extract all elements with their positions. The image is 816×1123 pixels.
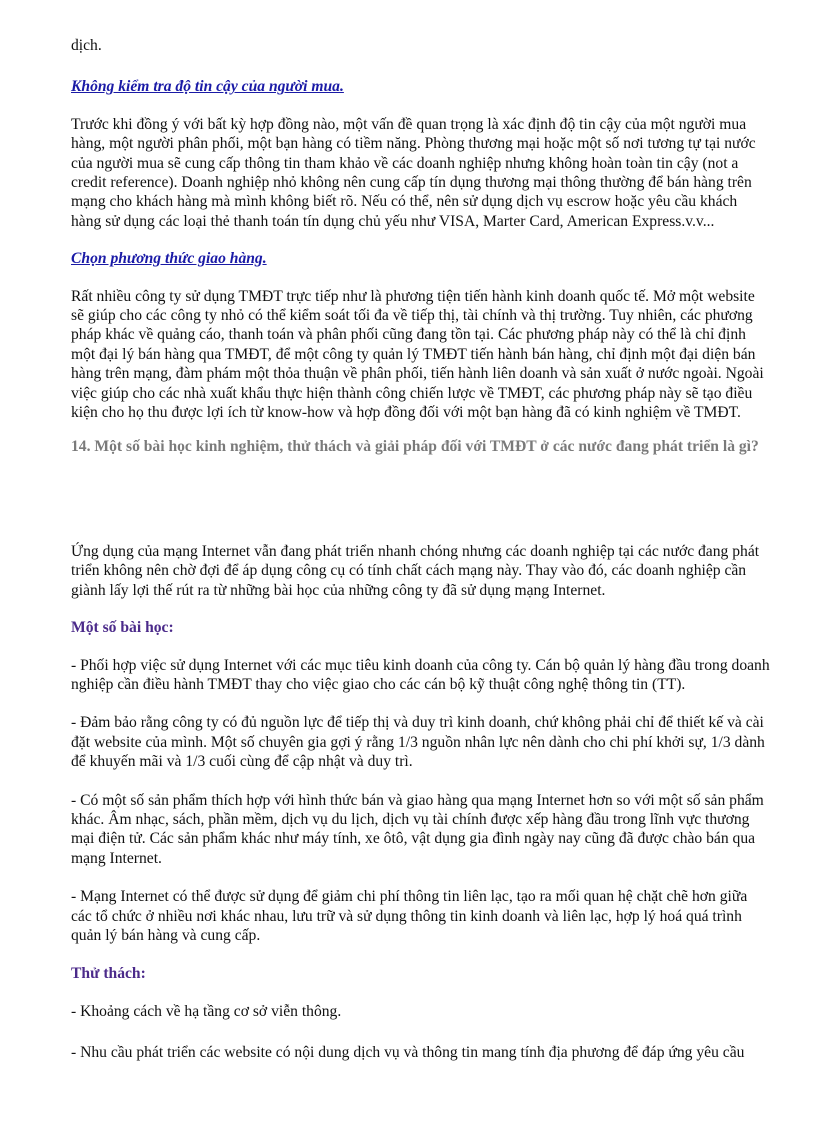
lesson-item: - Đảm bảo rằng công ty có đủ nguồn lực để tiếp thị và duy trì kinh doanh, chứ không phải chỉ để thiết kế và cài đặt website của mình. Một số chuyên gia gợi ý rằng 1/3 nguồn nhân lực nên dành cho chi phí khởi sự, 1/3 dành để khuyến mãi và 1/3 cuối cùng để cập nhật và duy trì. [71,714,765,771]
document-page [71,36,771,1082]
heading-lessons: Một số bài học: [71,619,174,637]
lesson-item: - Mạng Internet có thể được sử dụng để giảm chi phí thông tin liên lạc, tạo ra mối quan hệ chặt chẽ hơn giữa các tổ chức ở nhiều nơi khác nhau, lưu trữ và sử dụng thông tin kinh doanh và liên lạc, hợp lý hoá quá trình quản lý bán hàng và cung cấp. [71,888,748,944]
continued-text: dịch. [71,37,102,54]
heading-buyer-credibility[interactable]: Không kiểm tra độ tin cậy của người mua. [71,78,344,96]
challenge-item: - Khoảng cách về hạ tầng cơ sở viễn thông. [71,1002,342,1020]
lesson-item: - Phối hợp việc sử dụng Internet với các mục tiêu kinh doanh của công ty. Cán bộ quản lý hàng đầu trong doanh nghiệp cần điều hành TMĐT thay cho việc giao cho các cán bộ kỹ thuật công nghệ thông tin (TT). [71,656,770,693]
paragraph-delivery-method: Rất nhiều công ty sử dụng TMĐT trực tiếp như là phương tiện tiến hành kinh doanh quốc tế. Mở một website sẽ giúp cho các công ty nhỏ có thể kiểm soát tối đa về tiếp thị, tài chính và thị trường. Tuy nhiên, các phương pháp khác về quảng cáo, thanh toán và phân phối cũng đang tồn tại. Các phương pháp này có thể là chỉ định một đại lý bán hàng qua TMĐT, để một công ty quản lý TMĐT tiến hành bán hàng, chỉ định một đại diện bán hàng trên mạng, đàm phám một thỏa thuận về phân phối, tiến hành liên doanh và sản xuất ở nước ngoài. Ngoài việc giúp cho các nhà xuất khẩu thực hiện thành công chiến lược về TMĐT, các phương pháp này sẽ tạo điều kiện cho họ thu được lợi ích từ know-how và hợp đồng đối với một bạn hàng đã có kinh nghiệm về TMĐT. [71,287,764,422]
question-14-heading: 14. Một số bài học kinh nghiệm, thử thách và giải pháp đối với TMĐT ở các nước đang phát triển là gì? [71,437,759,455]
lesson-item: - Có một số sản phẩm thích hợp với hình thức bán và giao hàng qua mạng Internet hơn so với một số sản phẩm khác. Âm nhạc, sách, phần mềm, dịch vụ du lịch, dịch vụ tài chính được xếp hàng đầu trong lĩnh vực thương mại điện tử. Các sản phẩm khác như máy tính, xe ôtô, vật dụng gia đình ngày nay cũng đã được chào bán qua mạng Internet. [71,791,764,867]
heading-delivery-method[interactable]: Chọn phương thức giao hàng. [71,250,267,268]
challenge-item: - Nhu cầu phát triển các website có nội dung dịch vụ và thông tin mang tính địa phương để đáp ứng yêu cầu [71,1044,745,1062]
paragraph-buyer-credibility: Trước khi đồng ý với bất kỳ hợp đồng nào, một vấn đề quan trọng là xác định độ tin cậy của một người mua hàng, một người phân phối, một bạn hàng có tiềm năng. Phòng thương mại hoặc một số nơi tương tự tại nước của người mua sẽ cung cấp thông tin tham khảo về các doanh nghiệp nhưng không hoàn toàn tin cậy (not a credit reference). Doanh nghiệp nhỏ không nên cung cấp tín dụng thương mại thông thường để bán hàng trên mạng cho khách hàng mà mình không biết rõ. Nếu có thể, nên sử dụng dịch vụ escrow hoặc yêu cầu khách hàng sử dụng các loại thẻ thanh toán tín dụng chủ yếu như VISA, Marter Card, American Express.v.v... [71,115,756,230]
paragraph-intro: Ứng dụng của mạng Internet vẫn đang phát triển nhanh chóng nhưng các doanh nghiệp tại các nước đang phát triển không nên chờ đợi để áp dụng công cụ có tính chất cách mạng này. Thay vào đó, các doanh nghiệp cần giành lấy lợi thế rút ra từ những bài học của những công ty đã sử dụng mạng Internet. [71,542,760,599]
heading-challenges: Thử thách: [71,965,146,983]
